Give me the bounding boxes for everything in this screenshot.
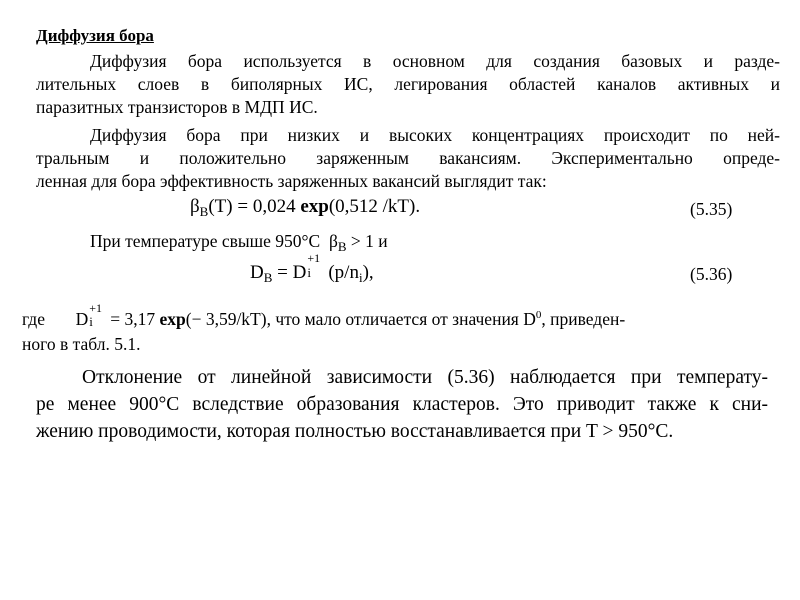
paragraph-5-line-3: жению проводимости, которая полностью восстанавливается при T > 950°C. [36,421,674,442]
paragraph-5 [36,364,768,445]
paragraph-4 [22,301,780,355]
paragraph-3: При температуре свыше 950°C $\beta_B > 1$ и [90,231,388,254]
paragraph-1-line-1: Диффузия бора используется в основном для создания базовых и разде- [90,51,780,71]
paragraph-1-line-2: лительных слоев в биполярных ИС, легирования областей каналов активных и [36,74,780,94]
paragraph-4-line-1: где D +1 i = 3,17 exp(− 3,59/kT), что мало отличается от значения $D^0$, приведен- [22,300,626,329]
paragraph-4-line-2: ного в табл. 5.1. [22,333,141,354]
paragraph-1 [36,50,780,119]
paragraph-2-line-2: тральным и положительно заряженным вакансиям. Экспериментально опреде- [36,148,780,168]
equation-number-5-36: (5.36) [690,264,733,284]
paragraph-2 [36,124,780,193]
equation-5-36: $D_B = D$ +1 i $(p/n_i)$, [250,251,374,285]
paragraph-2-line-3: ленная для бора эффективность заряженных вакансий выглядит так: [36,171,547,191]
section-title: Диффузия бора [36,26,154,45]
equation-5-35: $\beta_B(T) = 0,024$ exp(0,512 /kT). [190,196,421,219]
equation-number-5-35: (5.35) [690,199,733,219]
paragraph-5-line-1: Отклонение от линейной зависимости (5.36) наблюдается при температу- [82,367,768,388]
paragraph-2-line-1: Диффузия бора при низких и высоких концентрациях происходит по ней- [90,125,780,145]
paragraph-5-line-2: ре менее 900°C вследствие образования кластеров. Это приводит также к сни- [36,394,768,415]
paragraph-1-line-3: паразитных транзисторов в МДП ИС. [36,97,318,117]
